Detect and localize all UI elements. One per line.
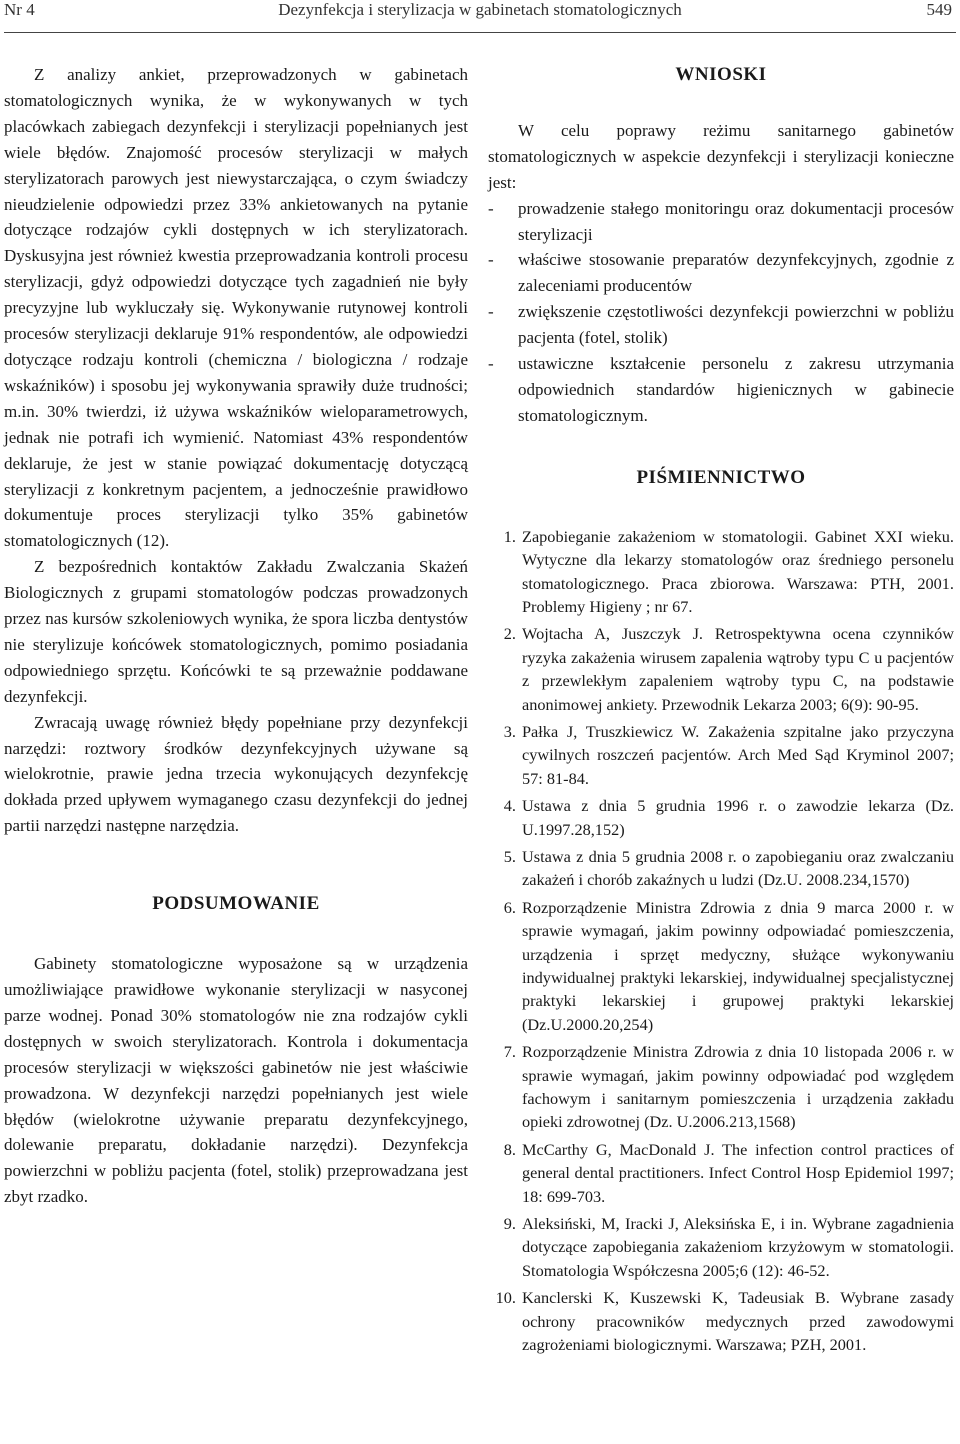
- references-heading: PIŚMIENNICTWO: [636, 466, 806, 488]
- list-item: - zwiększenie częstotliwości dezynfekcji powierzchni w pobliżu pacjenta (fotel, stolik): [488, 302, 954, 348]
- running-title: Dezynfekcja i sterylizacja w gabinetach stomatologicznych: [278, 0, 682, 19]
- header-rule: [4, 32, 956, 33]
- page-number: 549: [926, 0, 952, 19]
- body-paragraph: Z bezpośrednich kontaktów Zakładu Zwalczania Skażeń Biologicznych z grupami stomatologów podczas prowadzonych przez nas kursów szkoleniowych wynika, że spora liczba dentystów nie sterylizuje końcówek stomatologicznych, pomimo posiadania odpowiedniego sprzętu. Końcówki te są przeważnie poddawane dezynfekcji.: [4, 557, 468, 706]
- list-item: - właściwe stosowanie preparatów dezynfekcyjnych, zgodnie z zaleceniami producentów: [488, 250, 954, 296]
- reference-item: 7. Rozporządzenie Ministra Zdrowia z dnia 10 listopada 2006 r. w sprawie wymagań, jakim powinny odpowiadać pod względem fachowym i sanitarnym pomieszczenia i urządzenia zakładu opieki zdrowotnej (Dz. U.2006.213,1568): [503, 1042, 954, 1132]
- reference-item: 1. Zapobieganie zakażeniom w stomatologii. Gabinet XXI wieku. Wytyczne dla lekarzy stomatologów oraz średniego personelu stomatologicznego. Praca zbiorowa. Warszawa: PTH, 2001. Problemy Higieny ; nr 67.: [503, 526, 954, 616]
- references-list: [488, 525, 954, 1357]
- reference-item: 2. Wojtacha A, Juszczyk J. Retrospektywna ocena czynników ryzyka zakażenia wirusem zapalenia wątroby typu C u pacjentów z przewlekłym zapaleniem wątroby typu C, na podstawie anonimowej ankiety. Przewodnik Lekarza 2003; 6(9): 90-95.: [503, 624, 954, 714]
- body-paragraph: Zwracają uwagę również błędy popełniane przy dezynfekcji narzędzi: roztwory środków dezynfekcyjnych używane są wielokrotnie, prawie jedna trzecia wykonujących dezynfekcję dokłada przed upływem wymaganego czasu dezynfekcji do jednej partii narzędzi następne narzędzia.: [4, 712, 468, 836]
- body-paragraph: Z analizy ankiet, przeprowadzonych w gabinetach stomatologicznych wynika, że w wykonywanych w tych placówkach zabiegach dezynfekcji i sterylizacji popełnianych jest wiele błędów. Znajomość procesów sterylizacji w małych sterylizatorach parowych jest niewystarczająca, o czym świadczy nieudzielenie odpowiedzi przez 33% ankietowanych na pytanie dotyczące rodzajów cykli dostępnych w ich sterylizatorach. Dyskusyjna jest również kwestia przeprowadzania kontroli procesu sterylizacji, gdyż odpowiedzi dotyczące tych zagadnień nie były precyzyjne lub wykluczały się. Wykonywanie rutynowej kontroli procesów sterylizacji deklaruje 91% respondentów, ale odpowiedzi dotyczące rodzaju kontroli (chemiczna / biologiczna / rodzaje wskaźników) i sposobu jej wykonywania sprawiły duże trudności; m.in. 30% twierdzi, iż używa wskaźników wieloparametrowych, jednak nie potrafi ich wymienić. Natomiast 43% respondentów deklaruje, że jest w stanie powiązać dokumentację dotyczącą sterylizacji z konkretnym pacjentem, a jednocześnie prawidłowo dokumentuje proces sterylizacji tylko 35% gabinetów stomatologicznych (12).: [4, 65, 468, 551]
- reference-item: 10. Kanclerski K, Kuszewski K, Tadeusiak B. Wybrane zasady ochrony pracowników medycznych przed zawodowymi zagrożeniami biologicznymi. Warszawa; PZH, 2001.: [495, 1288, 954, 1355]
- reference-item: 6. Rozporządzenie Ministra Zdrowia z dnia 9 marca 2000 r. w sprawie wymagań, jakim powinny odpowiadać pomieszczenia, urządzenia i sprzęt medyczny, służące wykonywaniu indywidualnej praktyki lekarskiej, indywidualnej specjalistycznej praktyki lekarskiej i grupowej praktyki lekarskiej (Dz.U.2000.20,254): [503, 897, 954, 1034]
- reference-item: 4. Ustawa z dnia 5 grudnia 1996 r. o zawodzie lekarza (Dz. U.1997.28,152): [503, 796, 954, 839]
- right-column: [488, 62, 954, 1361]
- left-column: [4, 62, 468, 1210]
- reference-item: 8. McCarthy G, MacDonald J. The infection control practices of general dental practitioners. Infect Control Hosp Epidemiol 1997; 18: 699-703.: [503, 1139, 954, 1206]
- conclusions-heading: WNIOSKI: [675, 64, 767, 85]
- conclusions-intro: W celu poprawy reżimu sanitarnego gabinetów stomatologicznych w aspekcie dezynfekcji i sterylizacji konieczne jest:: [488, 120, 954, 192]
- issue-number: Nr 4: [4, 0, 35, 19]
- page-header: [0, 0, 960, 30]
- reference-item: 9. Aleksiński, M, Iracki J, Aleksińska E, i in. Wybrane zagadnienia dotyczące zapobiegania zakażeniom krzyżowym w stomatologii. Stomatologia Współczesna 2005;6 (12): 46-52.: [503, 1214, 954, 1280]
- summary-heading: PODSUMOWANIE: [152, 893, 320, 915]
- list-item: - ustawiczne kształcenie personelu z zakresu utrzymania odpowiednich standardów higienicznych w gabinecie stomatologicznym.: [488, 354, 954, 425]
- summary-paragraph: Gabinety stomatologiczne wyposażone są w urządzenia umożliwiające prawidłowe wykonanie sterylizacji w nasyconej parze wodnej. Ponad 30% stomatologów nie zna rodzajów cykli dostępnych w swoich sterylizatorach. Kontrola i dokumentacja procesów sterylizacji w większości gabinetów nie jest właściwie prowadzona. W dezynfekcji narzędzi popełnianych jest wiele błędów (wielokrotne używanie preparatu dezynfekcyjnego, dolewanie preparatu, dokładanie narzędzi). Dezynfekcja powierzchni w pobliżu pacjenta (fotel, stolik) przeprowadzana jest zbyt rzadko.: [4, 954, 468, 1207]
- reference-item: 3. Pałka J, Truszkiewicz W. Zakażenia szpitalne jako przyczyna cywilnych roszczeń pacjentów. Arch Med Sąd Kryminol 2007; 57: 81-84.: [503, 721, 954, 788]
- reference-item: 5. Ustawa z dnia 5 grudnia 2008 r. o zapobieganiu oraz zwalczaniu zakażeń i chorób zakaźnych u ludzi (Dz.U. 2008.234,1570): [503, 846, 954, 890]
- list-item: - prowadzenie stałego monitoringu oraz dokumentacji procesów sterylizacji: [488, 198, 954, 244]
- conclusions-list: [488, 196, 954, 429]
